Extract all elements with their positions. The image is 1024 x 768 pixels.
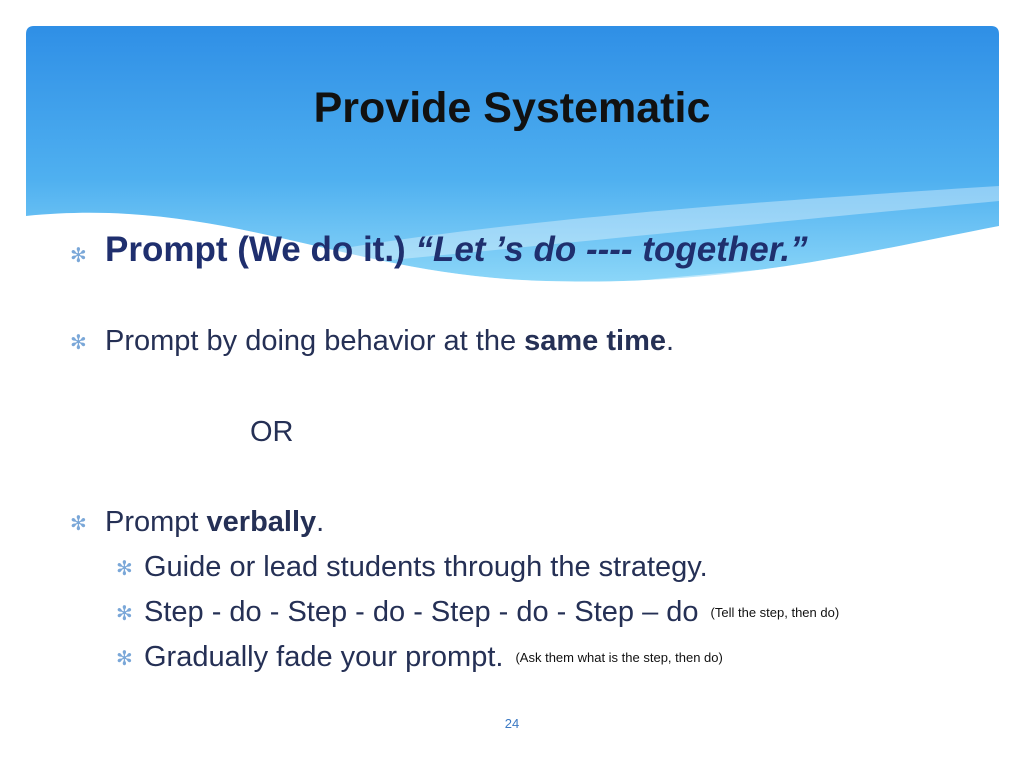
- prompt-lead-text: Prompt (We do it.): [105, 230, 406, 269]
- bullet-text-end: .: [666, 325, 675, 357]
- asterisk-icon: ✻: [116, 648, 133, 670]
- sub-bullet-text: Guide or lead students through the strategy.: [144, 551, 708, 583]
- close-quote: ”: [790, 230, 808, 269]
- bullet-text: Prompt: [105, 506, 207, 538]
- sub-bullet-text: Step - do - Step - do - Step - do - Step – do: [144, 596, 699, 628]
- page-number: 24: [504, 716, 520, 731]
- asterisk-icon: ✻: [70, 332, 87, 354]
- sub-bullet-note: (Ask them what is the step, then do): [515, 650, 723, 665]
- asterisk-icon: ✻: [116, 603, 133, 625]
- bullet-bold-text: verbally: [206, 506, 317, 538]
- or-separator: OR: [250, 416, 294, 448]
- sub-bullet-fade: [144, 641, 723, 674]
- asterisk-icon: ✻: [70, 245, 87, 267]
- sub-bullet-note: (Tell the step, then do): [710, 605, 840, 620]
- sub-bullet-guide: [144, 551, 708, 584]
- bullet-text: Prompt by doing behavior at the: [105, 325, 525, 357]
- slide-title: Provide Systematic: [313, 84, 711, 132]
- bullet-bold-text: same time: [524, 325, 666, 357]
- header-wave-background: [26, 26, 999, 316]
- asterisk-icon: ✻: [116, 558, 133, 580]
- sub-bullet-text: Gradually fade your prompt.: [144, 641, 504, 673]
- asterisk-icon: ✻: [70, 513, 87, 535]
- bullet-verbally: [105, 506, 324, 539]
- quote-text: Let ’s do ---- together.: [432, 230, 791, 269]
- sub-bullet-step-do: [144, 596, 839, 629]
- slide-header-banner: [26, 26, 999, 316]
- bullet-prompt-we-do-it: [105, 230, 808, 270]
- open-quote: “: [415, 230, 433, 269]
- bullet-text-end: .: [316, 506, 325, 538]
- bullet-same-time: [105, 325, 674, 358]
